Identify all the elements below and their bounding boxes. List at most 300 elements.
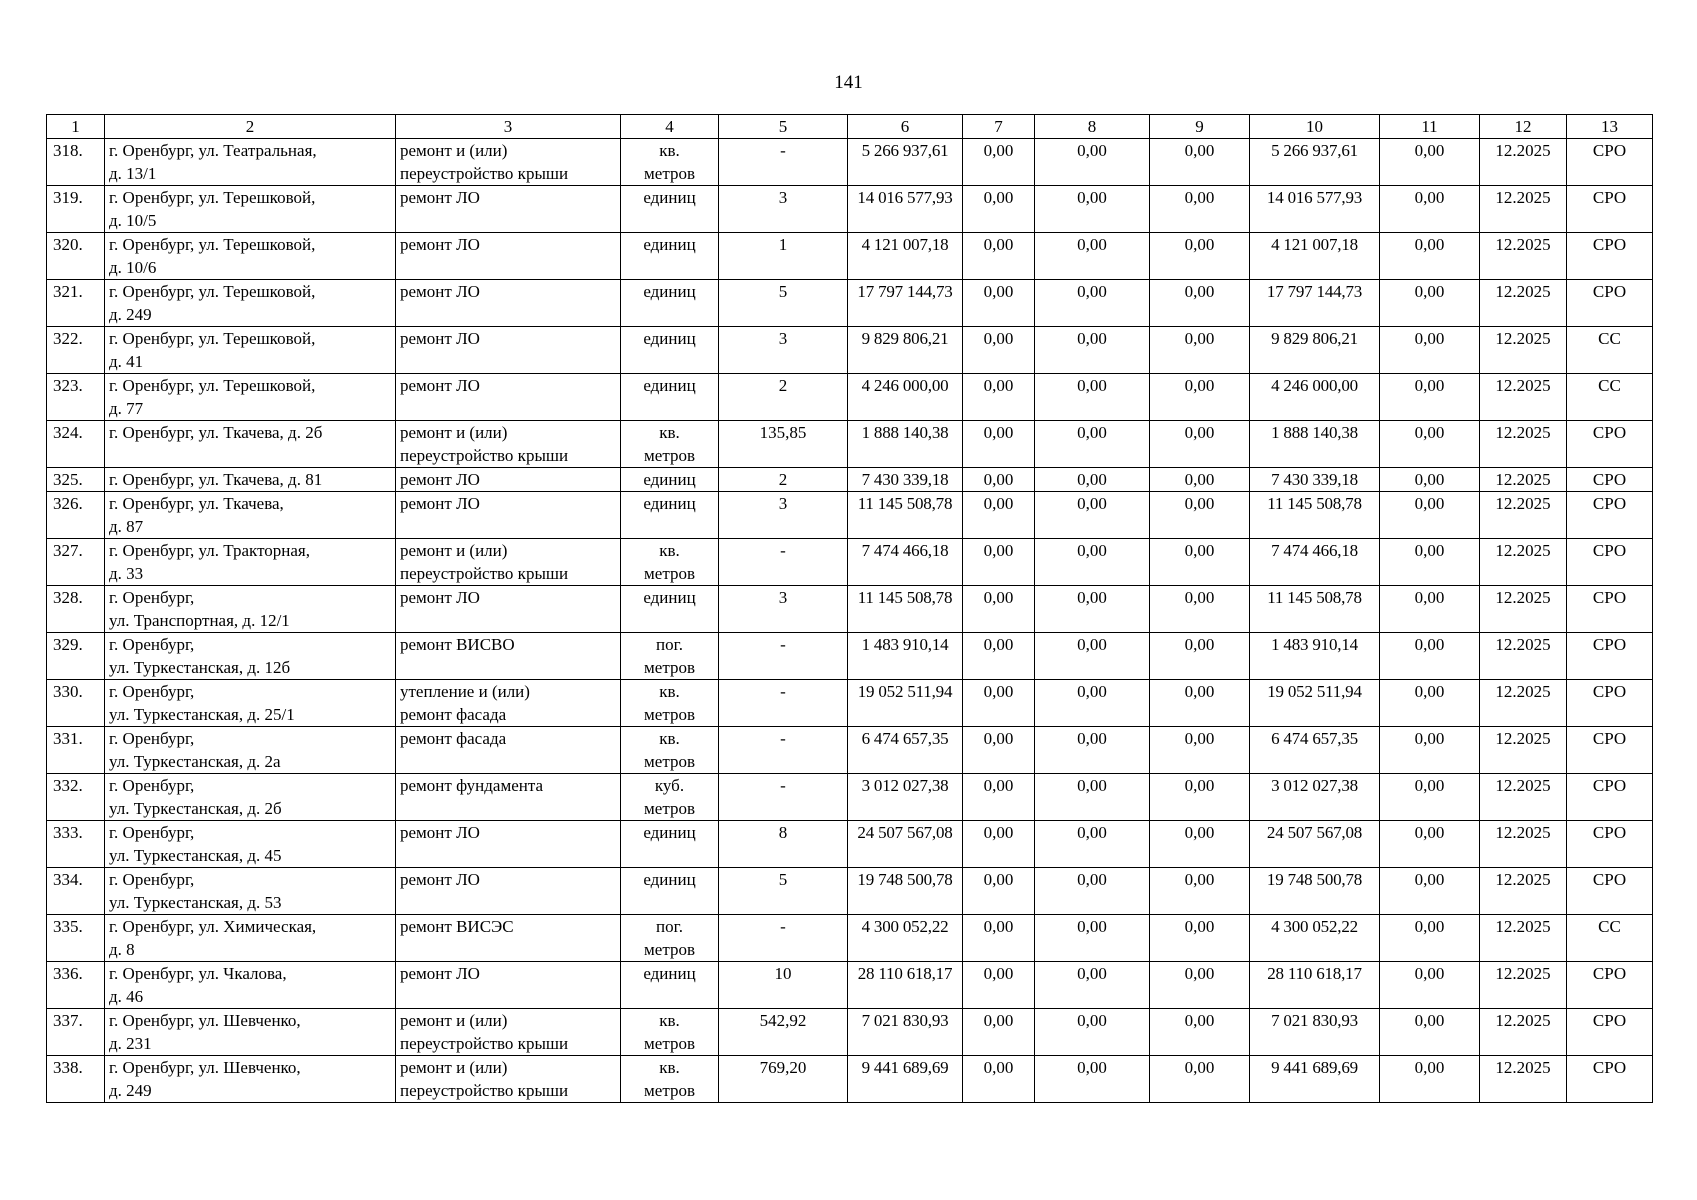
unit-cell: единиц xyxy=(621,327,719,374)
column-8-cell: 0,00 xyxy=(1035,539,1150,586)
column-11-cell: 0,00 xyxy=(1380,1056,1480,1103)
account-type-cell: СРО xyxy=(1567,280,1653,327)
column-10-cell: 5 266 937,61 xyxy=(1250,139,1380,186)
row-number: 336. xyxy=(47,962,105,1009)
header-row xyxy=(47,115,1653,139)
table-row xyxy=(47,586,1653,633)
column-8-cell: 0,00 xyxy=(1035,633,1150,680)
work-type-cell: утепление и (или) ремонт фасада xyxy=(396,680,621,727)
column-9-cell: 0,00 xyxy=(1150,280,1250,327)
row-number: 325. xyxy=(47,468,105,492)
work-type-cell: ремонт ЛО xyxy=(396,280,621,327)
deadline-cell: 12.2025 xyxy=(1480,821,1567,868)
column-7-cell: 0,00 xyxy=(963,774,1035,821)
column-9-cell: 0,00 xyxy=(1150,962,1250,1009)
deadline-cell: 12.2025 xyxy=(1480,492,1567,539)
account-type-cell: СРО xyxy=(1567,1056,1653,1103)
column-10-cell: 4 246 000,00 xyxy=(1250,374,1380,421)
column-7-cell: 0,00 xyxy=(963,139,1035,186)
unit-cell: кв. метров xyxy=(621,421,719,468)
unit-cell: единиц xyxy=(621,468,719,492)
column-8-cell: 0,00 xyxy=(1035,962,1150,1009)
table-row xyxy=(47,1056,1653,1103)
deadline-cell: 12.2025 xyxy=(1480,186,1567,233)
column-9-cell: 0,00 xyxy=(1150,1009,1250,1056)
address-cell: г. Оренбург, ул. Театральная, д. 13/1 xyxy=(105,139,396,186)
account-type-cell: СРО xyxy=(1567,492,1653,539)
row-number: 326. xyxy=(47,492,105,539)
deadline-cell: 12.2025 xyxy=(1480,1056,1567,1103)
row-number: 324. xyxy=(47,421,105,468)
total-cost-cell: 5 266 937,61 xyxy=(848,139,963,186)
account-type-cell: СРО xyxy=(1567,539,1653,586)
column-7-cell: 0,00 xyxy=(963,680,1035,727)
column-11-cell: 0,00 xyxy=(1380,280,1480,327)
address-cell: г. Оренбург, ул. Туркестанская, д. 45 xyxy=(105,821,396,868)
column-10-cell: 1 888 140,38 xyxy=(1250,421,1380,468)
column-7-cell: 0,00 xyxy=(963,374,1035,421)
quantity-cell: - xyxy=(719,915,848,962)
work-type-cell: ремонт и (или) переустройство крыши xyxy=(396,421,621,468)
total-cost-cell: 11 145 508,78 xyxy=(848,586,963,633)
column-10-cell: 17 797 144,73 xyxy=(1250,280,1380,327)
row-number: 333. xyxy=(47,821,105,868)
unit-cell: куб. метров xyxy=(621,774,719,821)
table-row xyxy=(47,327,1653,374)
work-type-cell: ремонт и (или) переустройство крыши xyxy=(396,539,621,586)
table-row xyxy=(47,233,1653,280)
unit-cell: кв. метров xyxy=(621,680,719,727)
quantity-cell: - xyxy=(719,727,848,774)
column-11-cell: 0,00 xyxy=(1380,233,1480,280)
row-number: 331. xyxy=(47,727,105,774)
column-11-cell: 0,00 xyxy=(1380,374,1480,421)
column-10-cell: 7 430 339,18 xyxy=(1250,468,1380,492)
quantity-cell: 10 xyxy=(719,962,848,1009)
work-type-cell: ремонт ЛО xyxy=(396,821,621,868)
row-number: 335. xyxy=(47,915,105,962)
column-11-cell: 0,00 xyxy=(1380,327,1480,374)
column-8-cell: 0,00 xyxy=(1035,186,1150,233)
address-cell: г. Оренбург, ул. Тракторная, д. 33 xyxy=(105,539,396,586)
work-type-cell: ремонт и (или) переустройство крыши xyxy=(396,1009,621,1056)
deadline-cell: 12.2025 xyxy=(1480,727,1567,774)
column-10-cell: 1 483 910,14 xyxy=(1250,633,1380,680)
deadline-cell: 12.2025 xyxy=(1480,915,1567,962)
work-type-cell: ремонт ЛО xyxy=(396,327,621,374)
row-number: 323. xyxy=(47,374,105,421)
table-row xyxy=(47,962,1653,1009)
address-cell: г. Оренбург, ул. Ткачева, д. 87 xyxy=(105,492,396,539)
quantity-cell: 2 xyxy=(719,374,848,421)
address-cell: г. Оренбург, ул. Транспортная, д. 12/1 xyxy=(105,586,396,633)
table-row xyxy=(47,727,1653,774)
total-cost-cell: 19 052 511,94 xyxy=(848,680,963,727)
account-type-cell: СРО xyxy=(1567,586,1653,633)
column-8-cell: 0,00 xyxy=(1035,492,1150,539)
unit-cell: кв. метров xyxy=(621,1056,719,1103)
column-header: 2 xyxy=(105,115,396,139)
column-7-cell: 0,00 xyxy=(963,233,1035,280)
column-9-cell: 0,00 xyxy=(1150,586,1250,633)
column-7-cell: 0,00 xyxy=(963,186,1035,233)
deadline-cell: 12.2025 xyxy=(1480,374,1567,421)
table-row xyxy=(47,821,1653,868)
column-11-cell: 0,00 xyxy=(1380,186,1480,233)
total-cost-cell: 9 829 806,21 xyxy=(848,327,963,374)
table-row xyxy=(47,1009,1653,1056)
table-row xyxy=(47,186,1653,233)
quantity-cell: 3 xyxy=(719,492,848,539)
account-type-cell: СРО xyxy=(1567,821,1653,868)
column-9-cell: 0,00 xyxy=(1150,821,1250,868)
deadline-cell: 12.2025 xyxy=(1480,633,1567,680)
address-cell: г. Оренбург, ул. Туркестанская, д. 2а xyxy=(105,727,396,774)
address-cell: г. Оренбург, ул. Терешковой, д. 10/6 xyxy=(105,233,396,280)
table-row xyxy=(47,915,1653,962)
column-8-cell: 0,00 xyxy=(1035,680,1150,727)
address-cell: г. Оренбург, ул. Ткачева, д. 2б xyxy=(105,421,396,468)
column-8-cell: 0,00 xyxy=(1035,586,1150,633)
total-cost-cell: 17 797 144,73 xyxy=(848,280,963,327)
column-8-cell: 0,00 xyxy=(1035,139,1150,186)
column-header: 13 xyxy=(1567,115,1653,139)
table-row xyxy=(47,539,1653,586)
column-11-cell: 0,00 xyxy=(1380,586,1480,633)
column-header: 8 xyxy=(1035,115,1150,139)
column-header: 12 xyxy=(1480,115,1567,139)
total-cost-cell: 7 021 830,93 xyxy=(848,1009,963,1056)
column-7-cell: 0,00 xyxy=(963,633,1035,680)
account-type-cell: СРО xyxy=(1567,680,1653,727)
total-cost-cell: 4 121 007,18 xyxy=(848,233,963,280)
unit-cell: единиц xyxy=(621,280,719,327)
column-9-cell: 0,00 xyxy=(1150,727,1250,774)
column-9-cell: 0,00 xyxy=(1150,680,1250,727)
column-7-cell: 0,00 xyxy=(963,539,1035,586)
account-type-cell: СРО xyxy=(1567,774,1653,821)
quantity-cell: 5 xyxy=(719,868,848,915)
account-type-cell: СС xyxy=(1567,327,1653,374)
quantity-cell: 5 xyxy=(719,280,848,327)
column-7-cell: 0,00 xyxy=(963,727,1035,774)
work-type-cell: ремонт ЛО xyxy=(396,586,621,633)
total-cost-cell: 24 507 567,08 xyxy=(848,821,963,868)
column-11-cell: 0,00 xyxy=(1380,821,1480,868)
column-7-cell: 0,00 xyxy=(963,962,1035,1009)
column-10-cell: 4 121 007,18 xyxy=(1250,233,1380,280)
column-9-cell: 0,00 xyxy=(1150,915,1250,962)
unit-cell: кв. метров xyxy=(621,727,719,774)
column-8-cell: 0,00 xyxy=(1035,468,1150,492)
table-row xyxy=(47,868,1653,915)
column-11-cell: 0,00 xyxy=(1380,539,1480,586)
column-10-cell: 14 016 577,93 xyxy=(1250,186,1380,233)
unit-cell: пог. метров xyxy=(621,915,719,962)
column-11-cell: 0,00 xyxy=(1380,139,1480,186)
unit-cell: единиц xyxy=(621,821,719,868)
address-cell: г. Оренбург, ул. Туркестанская, д. 12б xyxy=(105,633,396,680)
quantity-cell: - xyxy=(719,139,848,186)
work-type-cell: ремонт и (или) переустройство крыши xyxy=(396,139,621,186)
column-7-cell: 0,00 xyxy=(963,586,1035,633)
work-type-cell: ремонт ЛО xyxy=(396,186,621,233)
work-type-cell: ремонт ЛО xyxy=(396,374,621,421)
column-10-cell: 24 507 567,08 xyxy=(1250,821,1380,868)
column-9-cell: 0,00 xyxy=(1150,186,1250,233)
column-header: 3 xyxy=(396,115,621,139)
work-type-cell: ремонт ЛО xyxy=(396,868,621,915)
quantity-cell: - xyxy=(719,774,848,821)
column-9-cell: 0,00 xyxy=(1150,868,1250,915)
row-number: 322. xyxy=(47,327,105,374)
column-11-cell: 0,00 xyxy=(1380,774,1480,821)
column-11-cell: 0,00 xyxy=(1380,633,1480,680)
column-10-cell: 28 110 618,17 xyxy=(1250,962,1380,1009)
column-header: 4 xyxy=(621,115,719,139)
account-type-cell: СРО xyxy=(1567,139,1653,186)
quantity-cell: 3 xyxy=(719,327,848,374)
unit-cell: кв. метров xyxy=(621,1009,719,1056)
quantity-cell: 2 xyxy=(719,468,848,492)
unit-cell: единиц xyxy=(621,868,719,915)
total-cost-cell: 1 483 910,14 xyxy=(848,633,963,680)
column-10-cell: 3 012 027,38 xyxy=(1250,774,1380,821)
unit-cell: единиц xyxy=(621,374,719,421)
column-11-cell: 0,00 xyxy=(1380,1009,1480,1056)
column-10-cell: 19 748 500,78 xyxy=(1250,868,1380,915)
column-11-cell: 0,00 xyxy=(1380,421,1480,468)
table-row xyxy=(47,280,1653,327)
row-number: 332. xyxy=(47,774,105,821)
column-header: 7 xyxy=(963,115,1035,139)
table-row xyxy=(47,492,1653,539)
column-11-cell: 0,00 xyxy=(1380,680,1480,727)
address-cell: г. Оренбург, ул. Туркестанская, д. 25/1 xyxy=(105,680,396,727)
column-10-cell: 9 441 689,69 xyxy=(1250,1056,1380,1103)
table-row xyxy=(47,139,1653,186)
quantity-cell: 769,20 xyxy=(719,1056,848,1103)
column-10-cell: 11 145 508,78 xyxy=(1250,492,1380,539)
work-type-cell: ремонт и (или) переустройство крыши xyxy=(396,1056,621,1103)
column-7-cell: 0,00 xyxy=(963,327,1035,374)
column-9-cell: 0,00 xyxy=(1150,492,1250,539)
column-11-cell: 0,00 xyxy=(1380,868,1480,915)
total-cost-cell: 4 246 000,00 xyxy=(848,374,963,421)
row-number: 328. xyxy=(47,586,105,633)
column-8-cell: 0,00 xyxy=(1035,1056,1150,1103)
column-header: 1 xyxy=(47,115,105,139)
address-cell: г. Оренбург, ул. Туркестанская, д. 53 xyxy=(105,868,396,915)
column-header: 10 xyxy=(1250,115,1380,139)
unit-cell: кв. метров xyxy=(621,139,719,186)
page-number: 141 xyxy=(834,72,863,93)
column-8-cell: 0,00 xyxy=(1035,821,1150,868)
total-cost-cell: 11 145 508,78 xyxy=(848,492,963,539)
repair-registry-table xyxy=(46,114,1653,1103)
column-10-cell: 7 021 830,93 xyxy=(1250,1009,1380,1056)
column-10-cell: 9 829 806,21 xyxy=(1250,327,1380,374)
unit-cell: единиц xyxy=(621,962,719,1009)
column-11-cell: 0,00 xyxy=(1380,492,1480,539)
address-cell: г. Оренбург, ул. Шевченко, д. 249 xyxy=(105,1056,396,1103)
unit-cell: пог. метров xyxy=(621,633,719,680)
column-10-cell: 19 052 511,94 xyxy=(1250,680,1380,727)
quantity-cell: - xyxy=(719,680,848,727)
address-cell: г. Оренбург, ул. Туркестанская, д. 2б xyxy=(105,774,396,821)
address-cell: г. Оренбург, ул. Терешковой, д. 10/5 xyxy=(105,186,396,233)
column-7-cell: 0,00 xyxy=(963,492,1035,539)
quantity-cell: 542,92 xyxy=(719,1009,848,1056)
column-9-cell: 0,00 xyxy=(1150,774,1250,821)
account-type-cell: СРО xyxy=(1567,233,1653,280)
total-cost-cell: 28 110 618,17 xyxy=(848,962,963,1009)
deadline-cell: 12.2025 xyxy=(1480,1009,1567,1056)
column-7-cell: 0,00 xyxy=(963,468,1035,492)
account-type-cell: СС xyxy=(1567,915,1653,962)
account-type-cell: СРО xyxy=(1567,421,1653,468)
quantity-cell: 3 xyxy=(719,586,848,633)
column-7-cell: 0,00 xyxy=(963,821,1035,868)
address-cell: г. Оренбург, ул. Химическая, д. 8 xyxy=(105,915,396,962)
account-type-cell: СРО xyxy=(1567,633,1653,680)
row-number: 329. xyxy=(47,633,105,680)
deadline-cell: 12.2025 xyxy=(1480,774,1567,821)
table-row xyxy=(47,468,1653,492)
work-type-cell: ремонт ЛО xyxy=(396,233,621,280)
total-cost-cell: 14 016 577,93 xyxy=(848,186,963,233)
row-number: 337. xyxy=(47,1009,105,1056)
quantity-cell: 8 xyxy=(719,821,848,868)
work-type-cell: ремонт ЛО xyxy=(396,468,621,492)
column-7-cell: 0,00 xyxy=(963,1009,1035,1056)
column-9-cell: 0,00 xyxy=(1150,233,1250,280)
address-cell: г. Оренбург, ул. Терешковой, д. 77 xyxy=(105,374,396,421)
deadline-cell: 12.2025 xyxy=(1480,233,1567,280)
total-cost-cell: 1 888 140,38 xyxy=(848,421,963,468)
account-type-cell: СРО xyxy=(1567,468,1653,492)
column-11-cell: 0,00 xyxy=(1380,915,1480,962)
work-type-cell: ремонт фасада xyxy=(396,727,621,774)
work-type-cell: ремонт ЛО xyxy=(396,492,621,539)
column-7-cell: 0,00 xyxy=(963,280,1035,327)
quantity-cell: 1 xyxy=(719,233,848,280)
account-type-cell: СРО xyxy=(1567,868,1653,915)
quantity-cell: - xyxy=(719,633,848,680)
account-type-cell: СРО xyxy=(1567,186,1653,233)
quantity-cell: - xyxy=(719,539,848,586)
column-header: 5 xyxy=(719,115,848,139)
column-header: 9 xyxy=(1150,115,1250,139)
column-8-cell: 0,00 xyxy=(1035,774,1150,821)
column-9-cell: 0,00 xyxy=(1150,468,1250,492)
row-number: 321. xyxy=(47,280,105,327)
total-cost-cell: 9 441 689,69 xyxy=(848,1056,963,1103)
work-type-cell: ремонт фундамента xyxy=(396,774,621,821)
deadline-cell: 12.2025 xyxy=(1480,421,1567,468)
column-9-cell: 0,00 xyxy=(1150,374,1250,421)
row-number: 334. xyxy=(47,868,105,915)
column-9-cell: 0,00 xyxy=(1150,327,1250,374)
row-number: 338. xyxy=(47,1056,105,1103)
unit-cell: единиц xyxy=(621,186,719,233)
deadline-cell: 12.2025 xyxy=(1480,962,1567,1009)
unit-cell: кв. метров xyxy=(621,539,719,586)
deadline-cell: 12.2025 xyxy=(1480,139,1567,186)
work-type-cell: ремонт ВИСВО xyxy=(396,633,621,680)
column-8-cell: 0,00 xyxy=(1035,1009,1150,1056)
column-7-cell: 0,00 xyxy=(963,1056,1035,1103)
column-10-cell: 7 474 466,18 xyxy=(1250,539,1380,586)
row-number: 330. xyxy=(47,680,105,727)
column-8-cell: 0,00 xyxy=(1035,233,1150,280)
unit-cell: единиц xyxy=(621,233,719,280)
address-cell: г. Оренбург, ул. Ткачева, д. 81 xyxy=(105,468,396,492)
address-cell: г. Оренбург, ул. Шевченко, д. 231 xyxy=(105,1009,396,1056)
deadline-cell: 12.2025 xyxy=(1480,280,1567,327)
column-8-cell: 0,00 xyxy=(1035,868,1150,915)
work-type-cell: ремонт ЛО xyxy=(396,962,621,1009)
deadline-cell: 12.2025 xyxy=(1480,539,1567,586)
table-row xyxy=(47,680,1653,727)
address-cell: г. Оренбург, ул. Чкалова, д. 46 xyxy=(105,962,396,1009)
column-11-cell: 0,00 xyxy=(1380,468,1480,492)
column-10-cell: 11 145 508,78 xyxy=(1250,586,1380,633)
column-9-cell: 0,00 xyxy=(1150,539,1250,586)
column-8-cell: 0,00 xyxy=(1035,727,1150,774)
column-9-cell: 0,00 xyxy=(1150,633,1250,680)
table-row xyxy=(47,774,1653,821)
column-11-cell: 0,00 xyxy=(1380,727,1480,774)
column-8-cell: 0,00 xyxy=(1035,327,1150,374)
address-cell: г. Оренбург, ул. Терешковой, д. 41 xyxy=(105,327,396,374)
account-type-cell: СРО xyxy=(1567,1009,1653,1056)
column-11-cell: 0,00 xyxy=(1380,962,1480,1009)
table-row xyxy=(47,374,1653,421)
work-type-cell: ремонт ВИСЭС xyxy=(396,915,621,962)
row-number: 318. xyxy=(47,139,105,186)
column-9-cell: 0,00 xyxy=(1150,139,1250,186)
deadline-cell: 12.2025 xyxy=(1480,680,1567,727)
account-type-cell: СС xyxy=(1567,374,1653,421)
deadline-cell: 12.2025 xyxy=(1480,468,1567,492)
quantity-cell: 3 xyxy=(719,186,848,233)
column-9-cell: 0,00 xyxy=(1150,1056,1250,1103)
account-type-cell: СРО xyxy=(1567,962,1653,1009)
column-header: 6 xyxy=(848,115,963,139)
deadline-cell: 12.2025 xyxy=(1480,868,1567,915)
table-row xyxy=(47,421,1653,468)
total-cost-cell: 7 474 466,18 xyxy=(848,539,963,586)
column-8-cell: 0,00 xyxy=(1035,280,1150,327)
total-cost-cell: 3 012 027,38 xyxy=(848,774,963,821)
column-7-cell: 0,00 xyxy=(963,421,1035,468)
unit-cell: единиц xyxy=(621,492,719,539)
column-10-cell: 6 474 657,35 xyxy=(1250,727,1380,774)
total-cost-cell: 4 300 052,22 xyxy=(848,915,963,962)
column-7-cell: 0,00 xyxy=(963,915,1035,962)
quantity-cell: 135,85 xyxy=(719,421,848,468)
column-8-cell: 0,00 xyxy=(1035,915,1150,962)
column-10-cell: 4 300 052,22 xyxy=(1250,915,1380,962)
row-number: 319. xyxy=(47,186,105,233)
unit-cell: единиц xyxy=(621,586,719,633)
column-8-cell: 0,00 xyxy=(1035,374,1150,421)
total-cost-cell: 19 748 500,78 xyxy=(848,868,963,915)
address-cell: г. Оренбург, ул. Терешковой, д. 249 xyxy=(105,280,396,327)
account-type-cell: СРО xyxy=(1567,727,1653,774)
column-9-cell: 0,00 xyxy=(1150,421,1250,468)
